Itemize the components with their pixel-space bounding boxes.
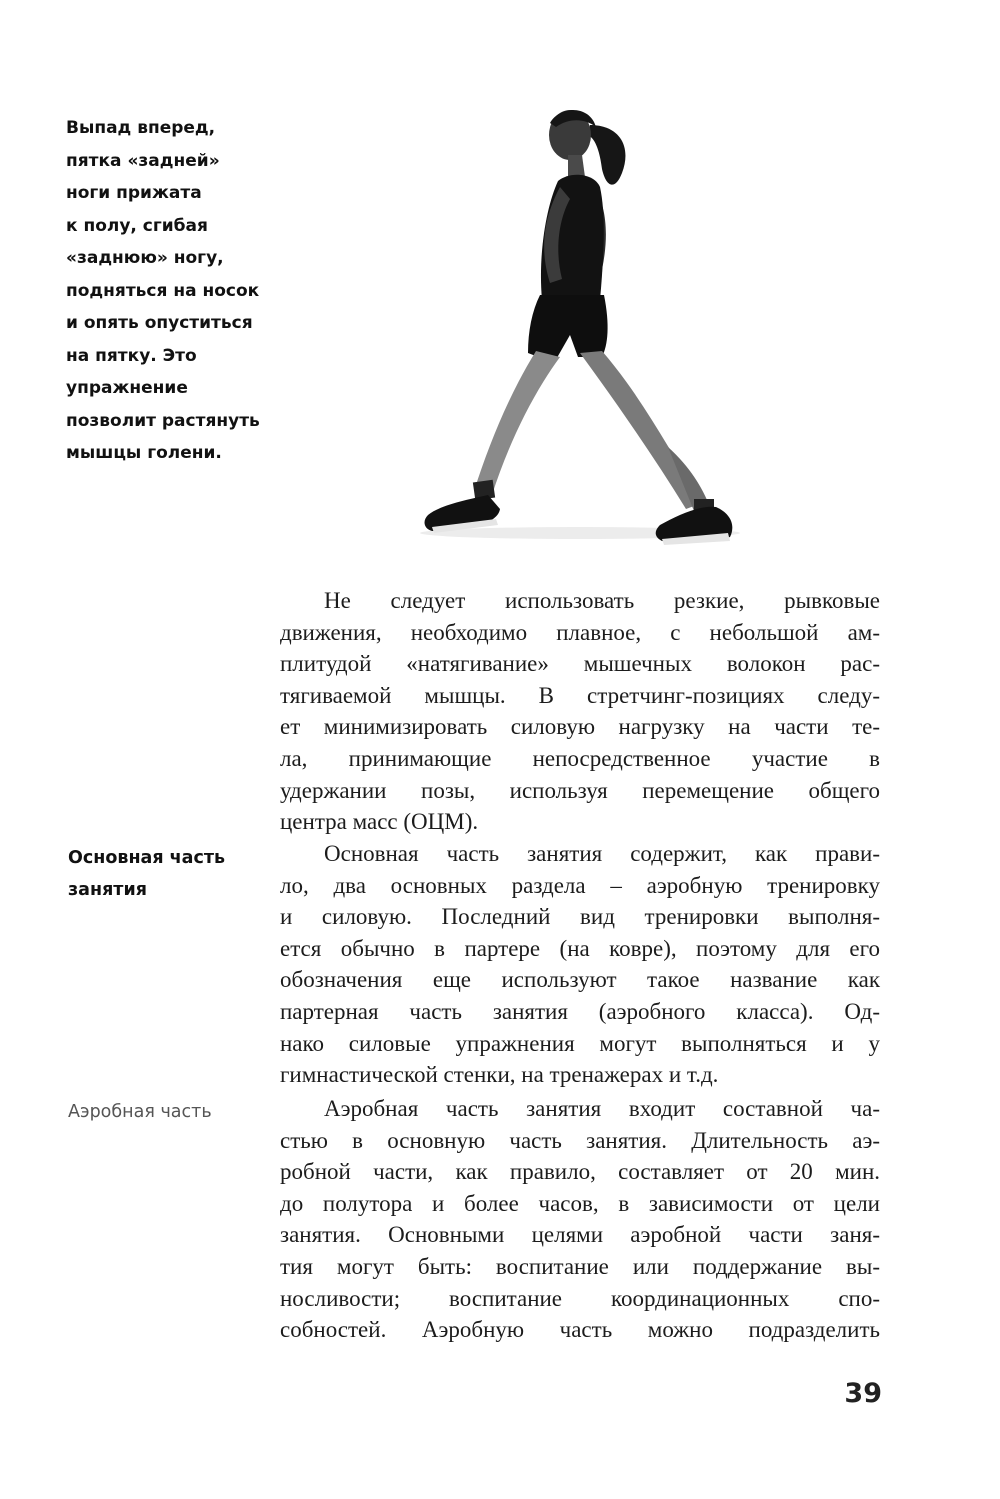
woman-lunge-photo — [410, 95, 760, 565]
text-line: Основная часть занятия содержит, как прави- — [324, 841, 880, 866]
text-line: стью в основную часть занятия. Длительность аэ- — [280, 1127, 880, 1153]
caption-line: и опять опуститься — [66, 313, 253, 333]
text-line: гимнастической стенки, на тренажерах и т.д. — [280, 1062, 719, 1088]
side-heading-aerobic-part — [68, 1096, 288, 1128]
text-line: ла, принимающие непосредственное участие в — [280, 745, 880, 771]
paragraph-aerobic-part — [280, 1093, 880, 1346]
text-line: ло, два основных раздела – аэробную тренировку — [280, 872, 880, 898]
caption-line: Выпад вперед, — [66, 118, 216, 138]
caption-line: «заднюю» ногу, — [66, 248, 224, 268]
text-line: занятия. Основными целями аэробной части заня- — [280, 1222, 880, 1248]
text-line: ет минимизировать силовую нагрузку на части те- — [280, 714, 880, 740]
paragraph-stretching — [280, 585, 880, 838]
caption-line: упражнение — [66, 378, 188, 398]
side-heading-line: Основная часть — [68, 848, 226, 868]
text-line: носливости; воспитание координационных спо- — [280, 1285, 880, 1311]
caption-line: ноги прижата — [66, 183, 202, 203]
caption-line: пятка «задней» — [66, 150, 220, 171]
caption-line: мышцы голени. — [66, 443, 222, 463]
paragraph-main-part — [280, 838, 880, 1091]
text-line: партерная часть занятия (аэробного класса). Од- — [280, 998, 880, 1024]
caption-line: подняться на носок — [66, 280, 260, 301]
text-line: ется обычно в партере (на ковре), поэтому для его — [280, 935, 880, 961]
text-line: центра масс (ОЦМ). — [280, 809, 479, 835]
photo-caption — [66, 112, 286, 470]
text-line: плитудой «натягивание» мышечных волокон рас- — [280, 651, 880, 677]
caption-line: на пятку. Это — [66, 345, 197, 366]
text-line: удержании позы, используя перемещение общего — [280, 777, 880, 803]
side-heading-line: Аэробная часть — [68, 1102, 212, 1122]
side-heading-main-part — [68, 842, 288, 906]
text-line: движения, необходимо плавное, с небольшой ам- — [280, 619, 880, 645]
text-line: обозначения еще используют такое название как — [280, 967, 880, 993]
caption-line: к полу, сгибая — [66, 215, 208, 236]
text-line: тия могут быть: воспитание или поддержание вы- — [280, 1253, 880, 1279]
text-line: Аэробная часть занятия входит составной ча- — [324, 1096, 880, 1121]
text-line: собностей. Аэробную часть можно подразделить — [280, 1317, 880, 1343]
caption-line: позволит растянуть — [66, 410, 260, 431]
page-number: 39 — [844, 1378, 882, 1409]
text-line: тягиваемой мышцы. В стретчинг-позициях следу- — [280, 682, 880, 708]
text-line: Не следует использовать резкие, рывковые — [324, 588, 880, 613]
text-line: робной части, как правило, составляет от 20 мин. — [280, 1159, 880, 1185]
text-line: и силовую. Последний вид тренировки выполня- — [280, 904, 880, 930]
text-line: до полутора и более часов, в зависимости от цели — [280, 1190, 880, 1216]
text-line: нако силовые упражнения могут выполняться и у — [280, 1030, 880, 1056]
side-heading-line: занятия — [68, 880, 147, 900]
